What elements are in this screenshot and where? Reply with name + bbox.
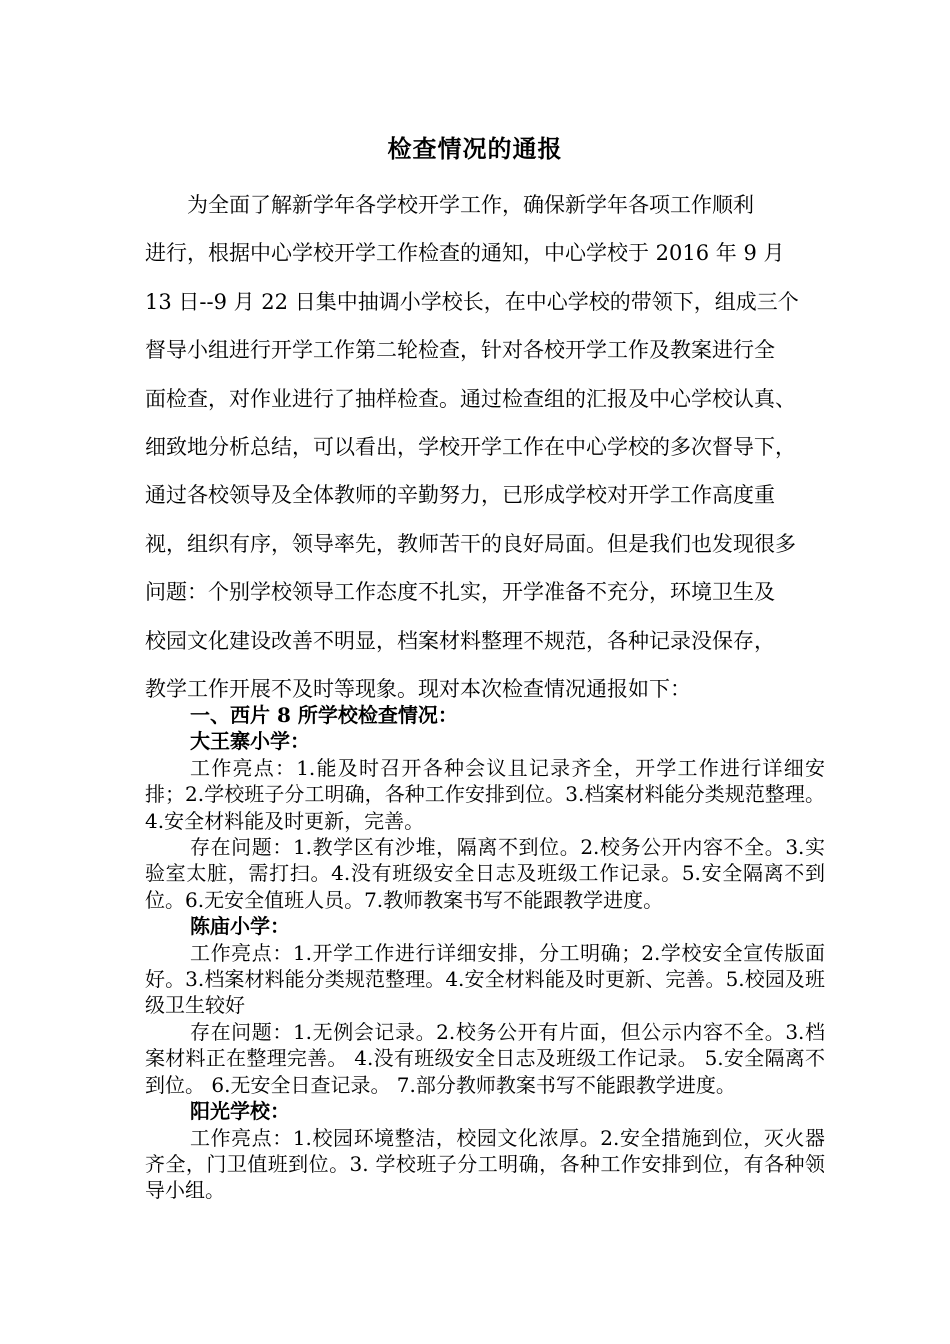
school-name: 阳光学校： — [190, 1099, 290, 1124]
intro-line: 视，组织有序，领导率先，教师苦干的良好局面。但是我们也发现很多 — [145, 531, 796, 556]
inspection-details — [145, 702, 825, 1204]
school-name: 大王寨小学： — [190, 729, 310, 754]
section-heading: 一、西片 8 所学校检查情况： — [190, 703, 458, 727]
school-name: 陈庙小学： — [190, 914, 290, 939]
school-highlights: 工作亮点：1.开学工作进行详细安排，分工明确；2.学校安全宣传版面好。3.档案材料能分类规范整理。4.安全材料能及时更新、完善。5.校园及班级卫生较好 — [145, 940, 825, 1018]
intro-paragraph — [145, 188, 825, 720]
school-problems: 存在问题：1.无例会记录。2.校务公开有片面，但公示内容不全。3.档案材料正在整理完善。 4.没有班级安全日志及班级工作记录。 5.安全隔离不到位。 6.无安全日查记录。 7.部分教师教案书写不能跟教学进度。 — [145, 1019, 825, 1097]
intro-line: 教学工作开展不及时等现象。现对本次检查情况通报如下： — [145, 676, 691, 701]
intro-line: 校园文化建设改善不明显，档案材料整理不规范，各种记录没保存， — [145, 628, 775, 653]
school-highlights: 工作亮点：1.能及时召开各种会议且记录齐全，开学工作进行详细安排；2.学校班子分工明确，各种工作安排到位。3.档案材料能分类规范整理。4.安全材料能及时更新，完善。 — [145, 755, 825, 833]
intro-line: 督导小组进行开学工作第二轮检查，针对各校开学工作及教案进行全 — [145, 338, 775, 363]
intro-line: 面检查，对作业进行了抽样检查。通过检查组的汇报及中心学校认真、 — [145, 386, 796, 411]
intro-line: 进行，根据中心学校开学工作检查的通知，中心学校于 2016 年 9 月 — [145, 241, 785, 266]
intro-line: 13 日--9 月 22 日集中抽调小学校长，在中心学校的带领下，组成三个 — [145, 289, 799, 314]
document-title: 检查情况的通报 — [387, 134, 563, 163]
intro-line: 为全面了解新学年各学校开学工作，确保新学年各项工作顺利 — [145, 193, 754, 217]
intro-line: 通过各校领导及全体教师的辛勤努力，已形成学校对开学工作高度重 — [145, 483, 775, 508]
school-highlights: 工作亮点：1.校园环境整洁，校园文化浓厚。2.安全措施到位，灭火器齐全，门卫值班到位。3. 学校班子分工明确，各种工作安排到位，有各种领导小组。 — [145, 1125, 825, 1203]
intro-line: 问题：个别学校领导工作态度不扎实，开学准备不充分，环境卫生及 — [145, 580, 775, 605]
intro-line: 细致地分析总结，可以看出，学校开学工作在中心学校的多次督导下， — [145, 434, 796, 459]
school-problems: 存在问题：1.教学区有沙堆，隔离不到位。2.校务公开内容不全。3.实验室太脏，需打扫。4.没有班级安全日志及班级工作记录。5.安全隔离不到位。6.无安全值班人员。7.教师教案书写不能跟教学进度。 — [145, 835, 825, 912]
